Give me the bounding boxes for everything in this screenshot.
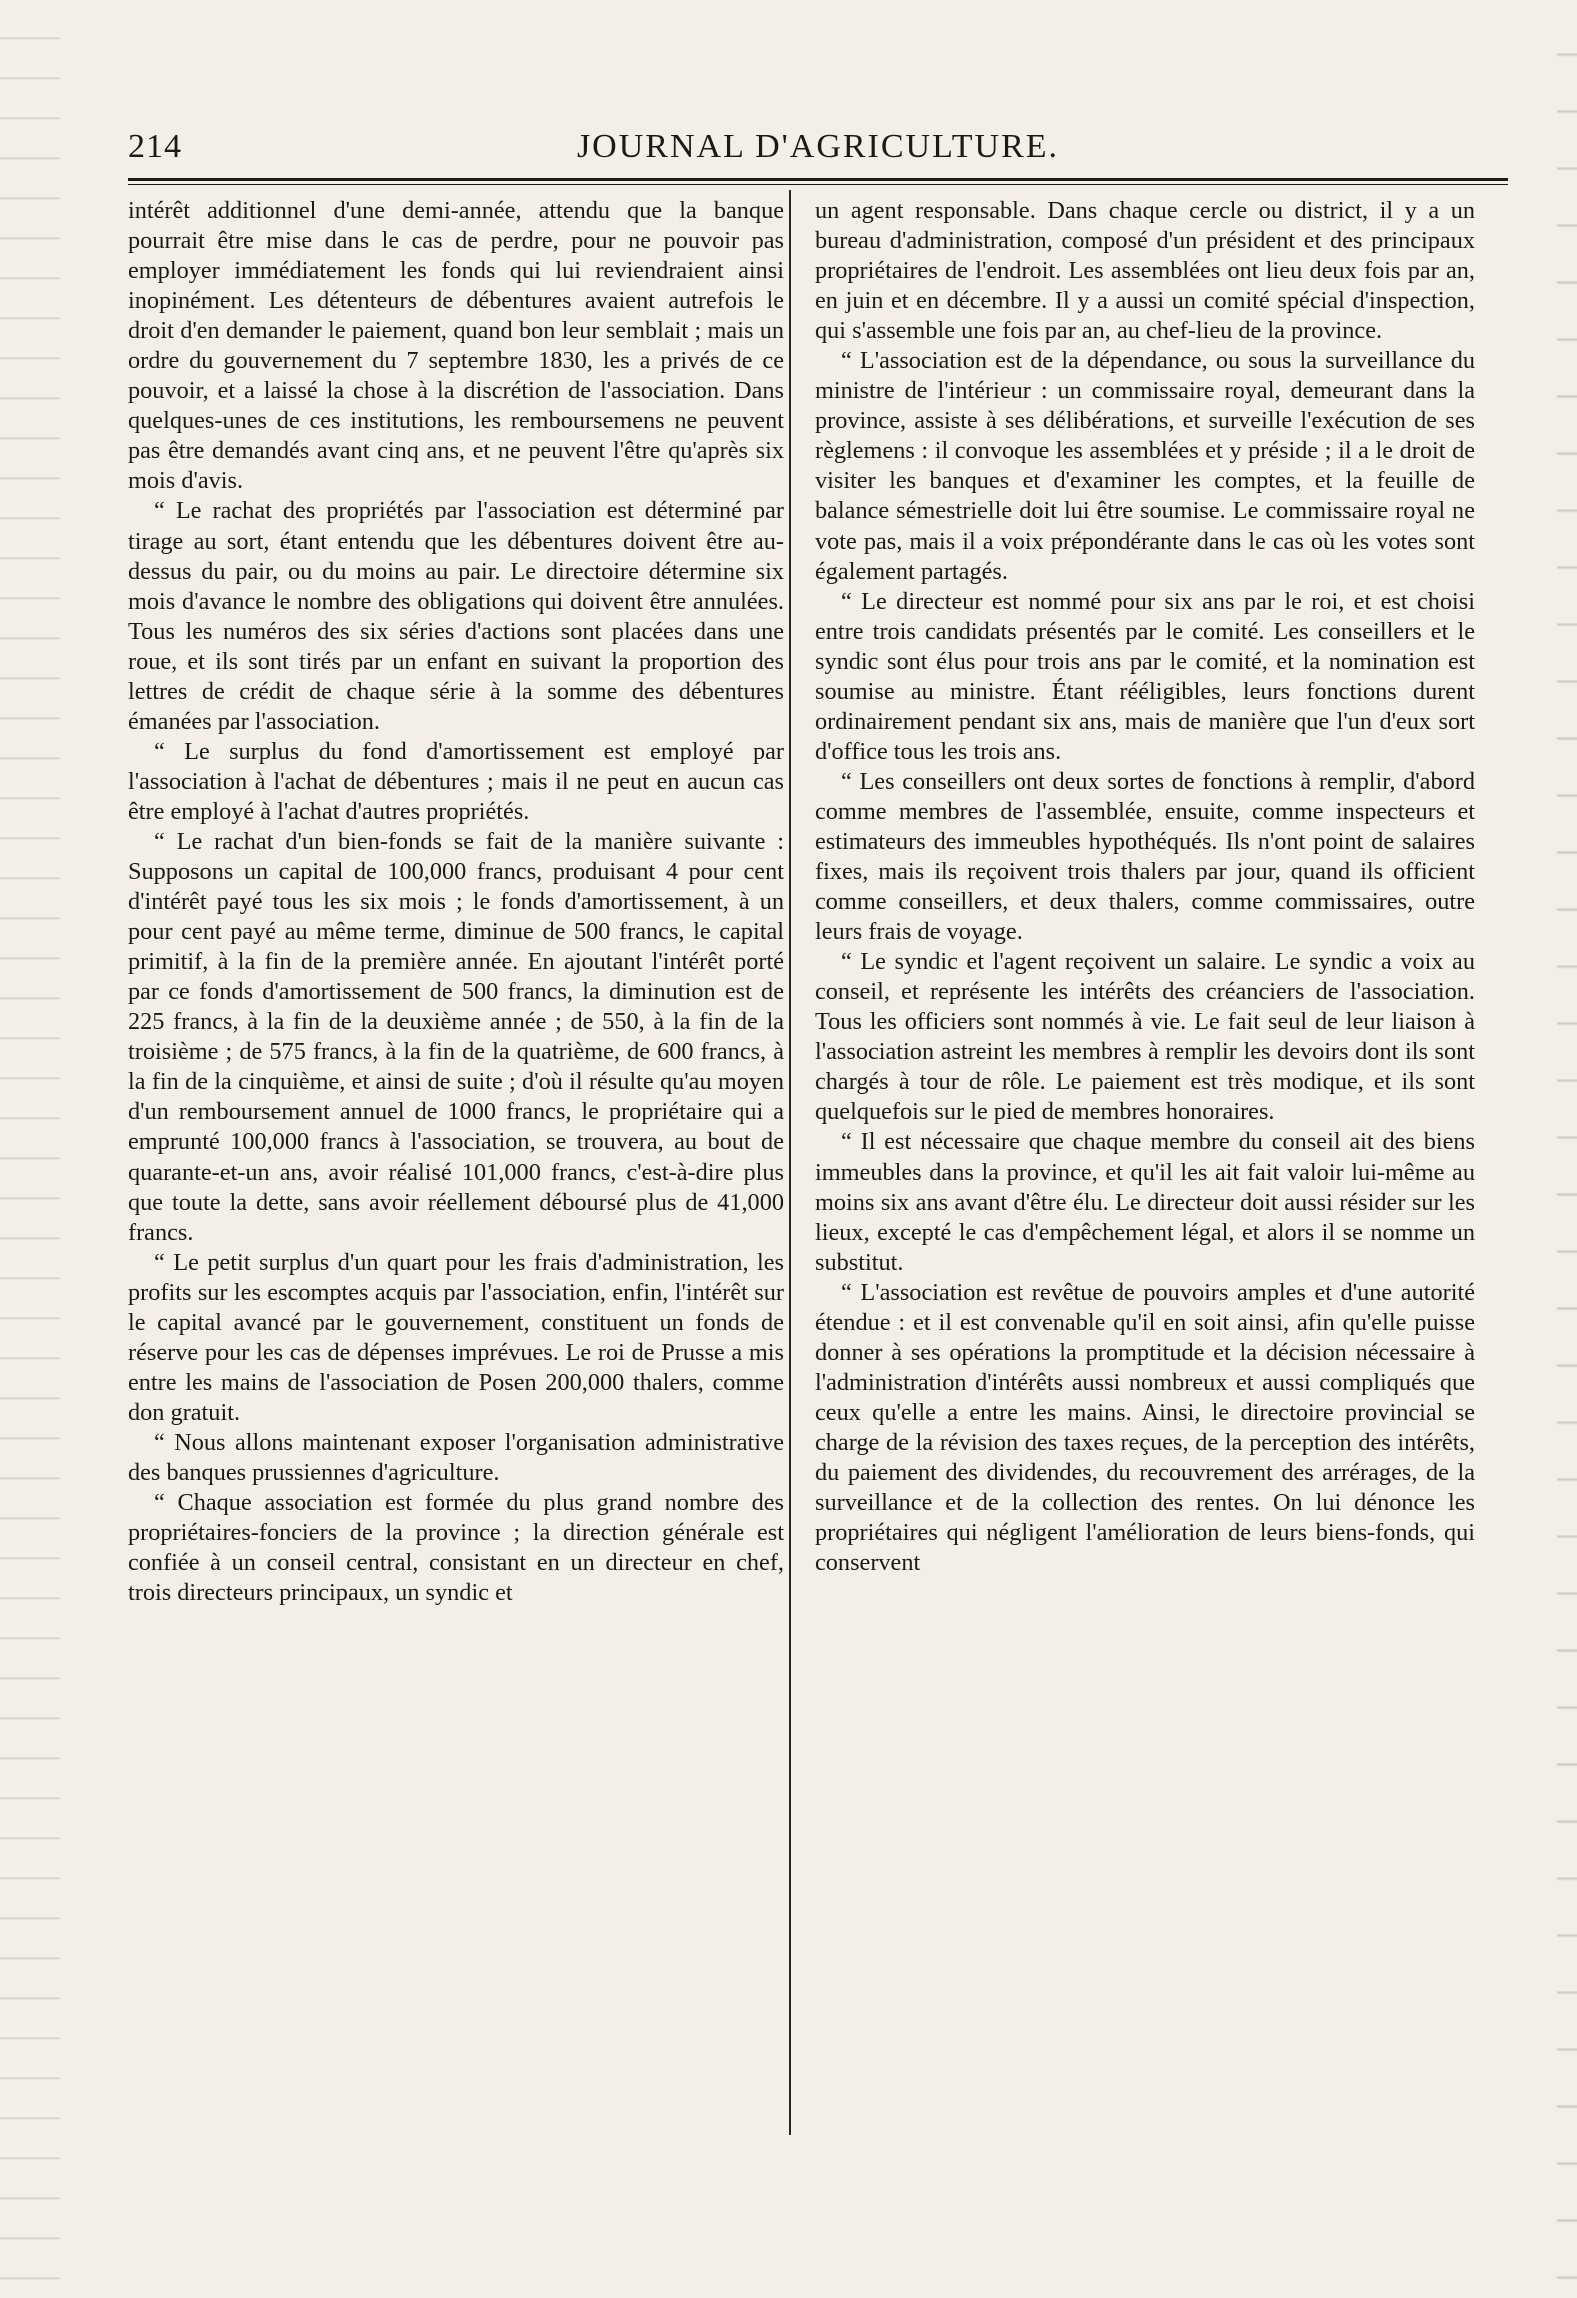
header-rule-thin: [128, 184, 1508, 185]
right-column: [815, 196, 1475, 1578]
column-divider: [789, 190, 791, 2135]
left-column: [128, 196, 784, 1608]
paragraph: “ L'association est revêtue de pouvoirs amples et d'une autorité étendue : et il est convenable qu'il en soit ainsi, afin qu'elle puisse donner à ses opérations la promptitude et la décision nécessaire à l'administration d'intérêts aussi nombreux et aussi compliqués que ceux qu'elle a entre les mains. Ainsi, le directoire provincial se charge de la révision des taxes reçues, de la perception des intérêts, du paiement des dividendes, du recouvrement des arrérages, de la surveillance et de la collection des rentes. On lui dénonce les propriétaires qui négligent l'amélioration de leurs biens-fonds, qui conservent: [815, 1278, 1475, 1577]
paragraph: “ Le surplus du fond d'amortissement est employé par l'association à l'achat de débentures ; mais il ne peut en aucun cas être employé à l'achat d'autres propriétés.: [128, 737, 784, 825]
paragraph: “ Les conseillers ont deux sortes de fonctions à remplir, d'abord comme membres de l'assemblée, ensuite, comme inspecteurs et estimateurs des immeubles hypothéqués. Ils n'ont point de salaires fixes, mais ils reçoivent trois thalers par jour, quand ils officient comme conseillers, et deux thalers, comme commissaires, outre leurs frais de voyage.: [815, 767, 1475, 946]
paragraph: “ Il est nécessaire que chaque membre du conseil ait des biens immeubles dans la province, et qu'il les ait fait valoir lui-même au moins six ans avant d'être élu. Le directeur doit aussi résider sur les lieux, excepté le cas d'empêchement légal, et alors il se nomme un substitut.: [815, 1128, 1475, 1276]
paragraph: “ Chaque association est formée du plus grand nombre des propriétaires-fonciers de la province ; la direction générale est confiée à un conseil central, consistant en un directeur en chef, trois directeurs principaux, un syndic et: [128, 1489, 784, 1607]
scan-edge-right: [1557, 0, 1577, 2298]
paragraph: “ Le petit surplus d'un quart pour les frais d'administration, les profits sur les escomptes acquis par l'association, enfin, l'intérêt sur le capital avancé par le gouvernement, constituent un fonds de réserve pour les cas de dépenses imprévues. Le roi de Prusse a mis entre les mains de l'association de Posen 200,000 thalers, comme don gratuit.: [128, 1248, 784, 1426]
paragraph: intérêt additionnel d'une demi-année, attendu que la banque pourrait être mise dans le cas de perdre, pour ne pouvoir pas employer immédiatement les fonds qui lui reviendraient ainsi inopinément. Les détenteurs de débentures avaient autrefois le droit d'en demander le paiement, quand bon leur semblait ; mais un ordre du gouvernement du 7 septembre 1830, les a privés de ce pouvoir, et a laissé la chose à la discrétion de l'association. Dans quelques-unes de ces institutions, les remboursemens ne peuvent pas être demandés avant cinq ans, et ne peuvent l'être qu'après six mois d'avis.: [128, 197, 784, 495]
paragraph: “ L'association est de la dépendance, ou sous la surveillance du ministre de l'intérieur : un commissaire royal, demeurant dans la province, assiste à ses délibérations, et surveille l'exécution de ses règlemens : il convoque les assemblées et y préside ; il a le droit de visiter les banques et d'examiner les comptes, et la feuille de balance sémestrielle doit lui être soumise. Le commissaire royal ne vote pas, mais il a voix prépondérante dans le cas où les votes sont également partagés.: [815, 347, 1475, 585]
paragraph: un agent responsable. Dans chaque cercle ou district, il y a un bureau d'administration, composé d'un président et des principaux propriétaires de l'endroit. Les assemblées ont lieu deux fois par an, en juin et en décembre. Il y a aussi un comité spécial d'inspection, qui s'assemble une fois par an, au chef-lieu de la province.: [815, 197, 1475, 345]
paragraph: “ Le syndic et l'agent reçoivent un salaire. Le syndic a voix au conseil, et représente les intérêts des créanciers de l'association. Tous les officiers sont nommés à vie. Le fait seul de leur liaison à l'association astreint les membres à remplir les devoirs dont ils sont chargés à tour de rôle. Le paiement est très modique, et ils sont quelquefois sur le pied de membres honoraires.: [815, 948, 1475, 1126]
paragraph: “ Le rachat d'un bien-fonds se fait de la manière suivante : Supposons un capital de 100,000 francs, produisant 4 pour cent d'intérêt payé tous les six mois ; le fonds d'amortissement, à un pour cent payé au même terme, diminue de 500 francs, le capital primitif, à la fin de la première année. En ajoutant l'intérêt porté par ce fonds d'amortissement de 500 francs, la diminution est de 225 francs, à la fin de la deuxième année ; de 550, à la fin de la troisième ; de 575 francs, à la fin de la quatrième, de 600 francs, à la fin de la cinquième, et ainsi de suite ; d'où il résulte qu'au moyen d'un remboursement annuel de 1000 francs, le propriétaire qui a emprunté 100,000 francs à l'association, se trouvera, au bout de quarante-et-un ans, avoir réalisé 101,000 francs, c'est-à-dire plus que toute la dette, sans avoir réellement déboursé plus de 41,000 francs.: [128, 827, 784, 1246]
header-rule: [128, 178, 1508, 181]
paragraph: “ Le rachat des propriétés par l'association est déterminé par tirage au sort, étant entendu que les débentures doivent être au-dessus du pair, ou du moins au pair. Le directoire détermine six mois d'avance le nombre des obligations qui doivent être annulées. Tous les numéros des six séries d'actions sont placées dans une roue, et ils sont tirés par un enfant en suivant la proportion des lettres de crédit de chaque série à la somme des débentures émanées par l'association.: [128, 497, 784, 735]
running-title: JOURNAL D'AGRICULTURE.: [576, 128, 1060, 165]
page-header: [128, 118, 1508, 178]
paragraph: “ Nous allons maintenant exposer l'organisation administrative des banques prussiennes d'agriculture.: [128, 1428, 784, 1486]
page-number: 214: [128, 128, 182, 165]
scan-edge-left: [0, 0, 60, 2298]
paragraph: “ Le directeur est nommé pour six ans par le roi, et est choisi entre trois candidats présentés par le comité. Les conseillers et le syndic sont élus pour trois ans par le comité, et la nomination est soumise au ministre. Étant rééligibles, leurs fonctions durent ordinairement pendant six ans, mais de manière que l'un d'eux sort d'office tous les trois ans.: [815, 587, 1475, 765]
